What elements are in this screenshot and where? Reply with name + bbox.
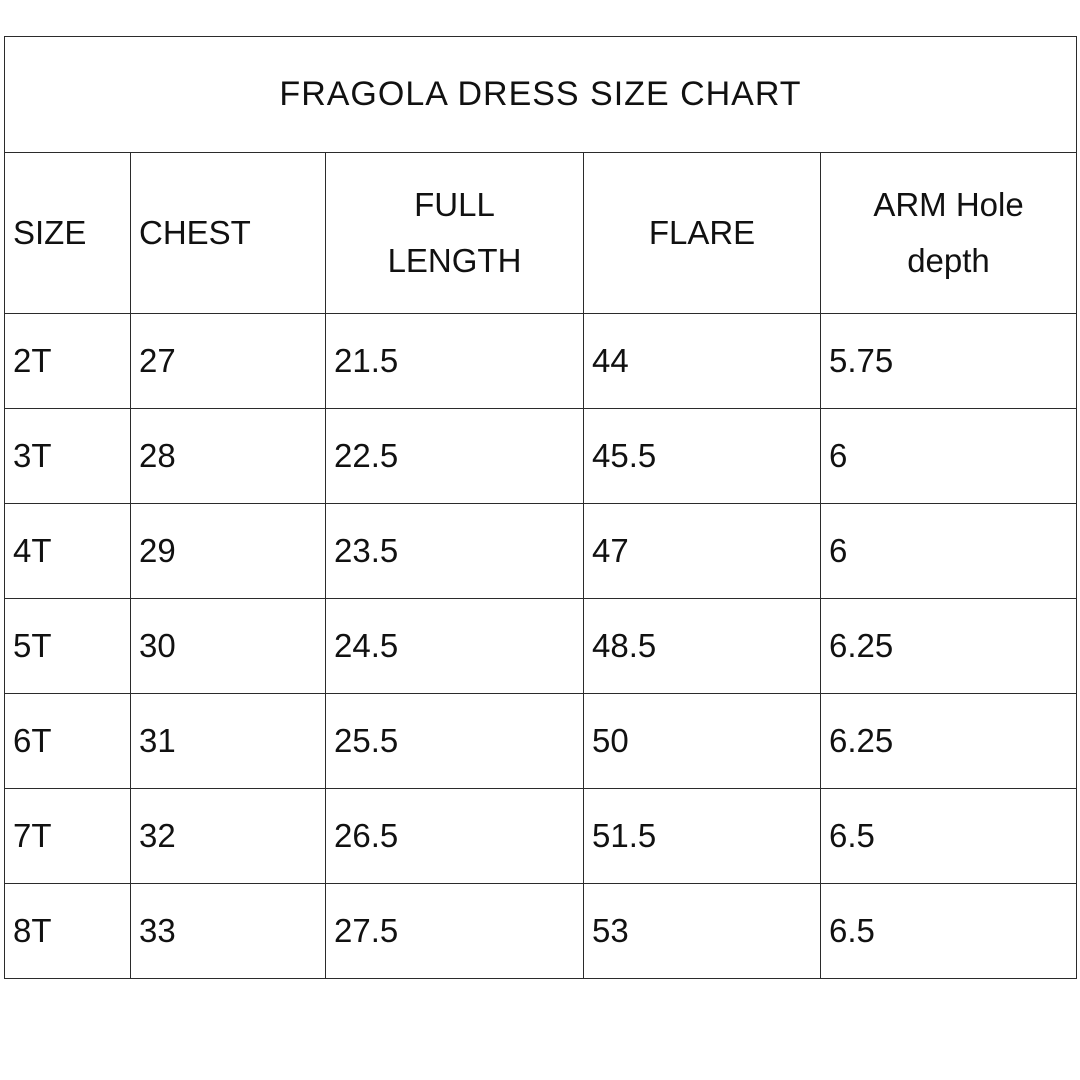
cell-chest: 32 — [131, 789, 326, 884]
cell-full-length: 23.5 — [326, 504, 584, 599]
column-header-chest: CHEST — [131, 153, 326, 314]
cell-chest: 29 — [131, 504, 326, 599]
cell-full-length: 26.5 — [326, 789, 584, 884]
cell-full-length: 22.5 — [326, 409, 584, 504]
column-header-size: SIZE — [5, 153, 131, 314]
table-row-5t — [5, 599, 1077, 694]
cell-full-length: 27.5 — [326, 884, 584, 979]
cell-chest: 30 — [131, 599, 326, 694]
cell-size: 5T — [5, 599, 131, 694]
cell-size: 8T — [5, 884, 131, 979]
cell-flare: 47 — [584, 504, 821, 599]
column-header-arm-hole-depth — [821, 153, 1077, 314]
cell-size: 6T — [5, 694, 131, 789]
column-header-full-length-label: FULL LENGTH — [387, 185, 522, 279]
column-header-arm-hole-depth-label: ARM Hole depth — [873, 185, 1024, 279]
cell-full-length: 25.5 — [326, 694, 584, 789]
cell-arm-hole-depth: 5.75 — [821, 314, 1077, 409]
cell-full-length: 24.5 — [326, 599, 584, 694]
table-row-3t — [5, 409, 1077, 504]
title-row — [5, 37, 1077, 153]
cell-arm-hole-depth: 6.25 — [821, 694, 1077, 789]
table-row-7t — [5, 789, 1077, 884]
cell-size: 2T — [5, 314, 131, 409]
cell-flare: 45.5 — [584, 409, 821, 504]
cell-flare: 44 — [584, 314, 821, 409]
cell-chest: 28 — [131, 409, 326, 504]
cell-flare: 51.5 — [584, 789, 821, 884]
table-row-6t — [5, 694, 1077, 789]
size-chart-table — [4, 36, 1077, 979]
cell-chest: 31 — [131, 694, 326, 789]
table-row-8t — [5, 884, 1077, 979]
cell-arm-hole-depth: 6 — [821, 504, 1077, 599]
chart-title: FRAGOLA DRESS SIZE CHART — [5, 37, 1077, 153]
cell-arm-hole-depth: 6.5 — [821, 884, 1077, 979]
cell-size: 3T — [5, 409, 131, 504]
cell-arm-hole-depth: 6.25 — [821, 599, 1077, 694]
column-header-flare: FLARE — [584, 153, 821, 314]
cell-flare: 48.5 — [584, 599, 821, 694]
cell-flare: 50 — [584, 694, 821, 789]
table-row-4t — [5, 504, 1077, 599]
cell-arm-hole-depth: 6.5 — [821, 789, 1077, 884]
cell-size: 7T — [5, 789, 131, 884]
cell-chest: 33 — [131, 884, 326, 979]
cell-flare: 53 — [584, 884, 821, 979]
cell-arm-hole-depth: 6 — [821, 409, 1077, 504]
cell-full-length: 21.5 — [326, 314, 584, 409]
header-row — [5, 153, 1077, 314]
column-header-full-length — [326, 153, 584, 314]
cell-size: 4T — [5, 504, 131, 599]
cell-chest: 27 — [131, 314, 326, 409]
table-row-2t — [5, 314, 1077, 409]
